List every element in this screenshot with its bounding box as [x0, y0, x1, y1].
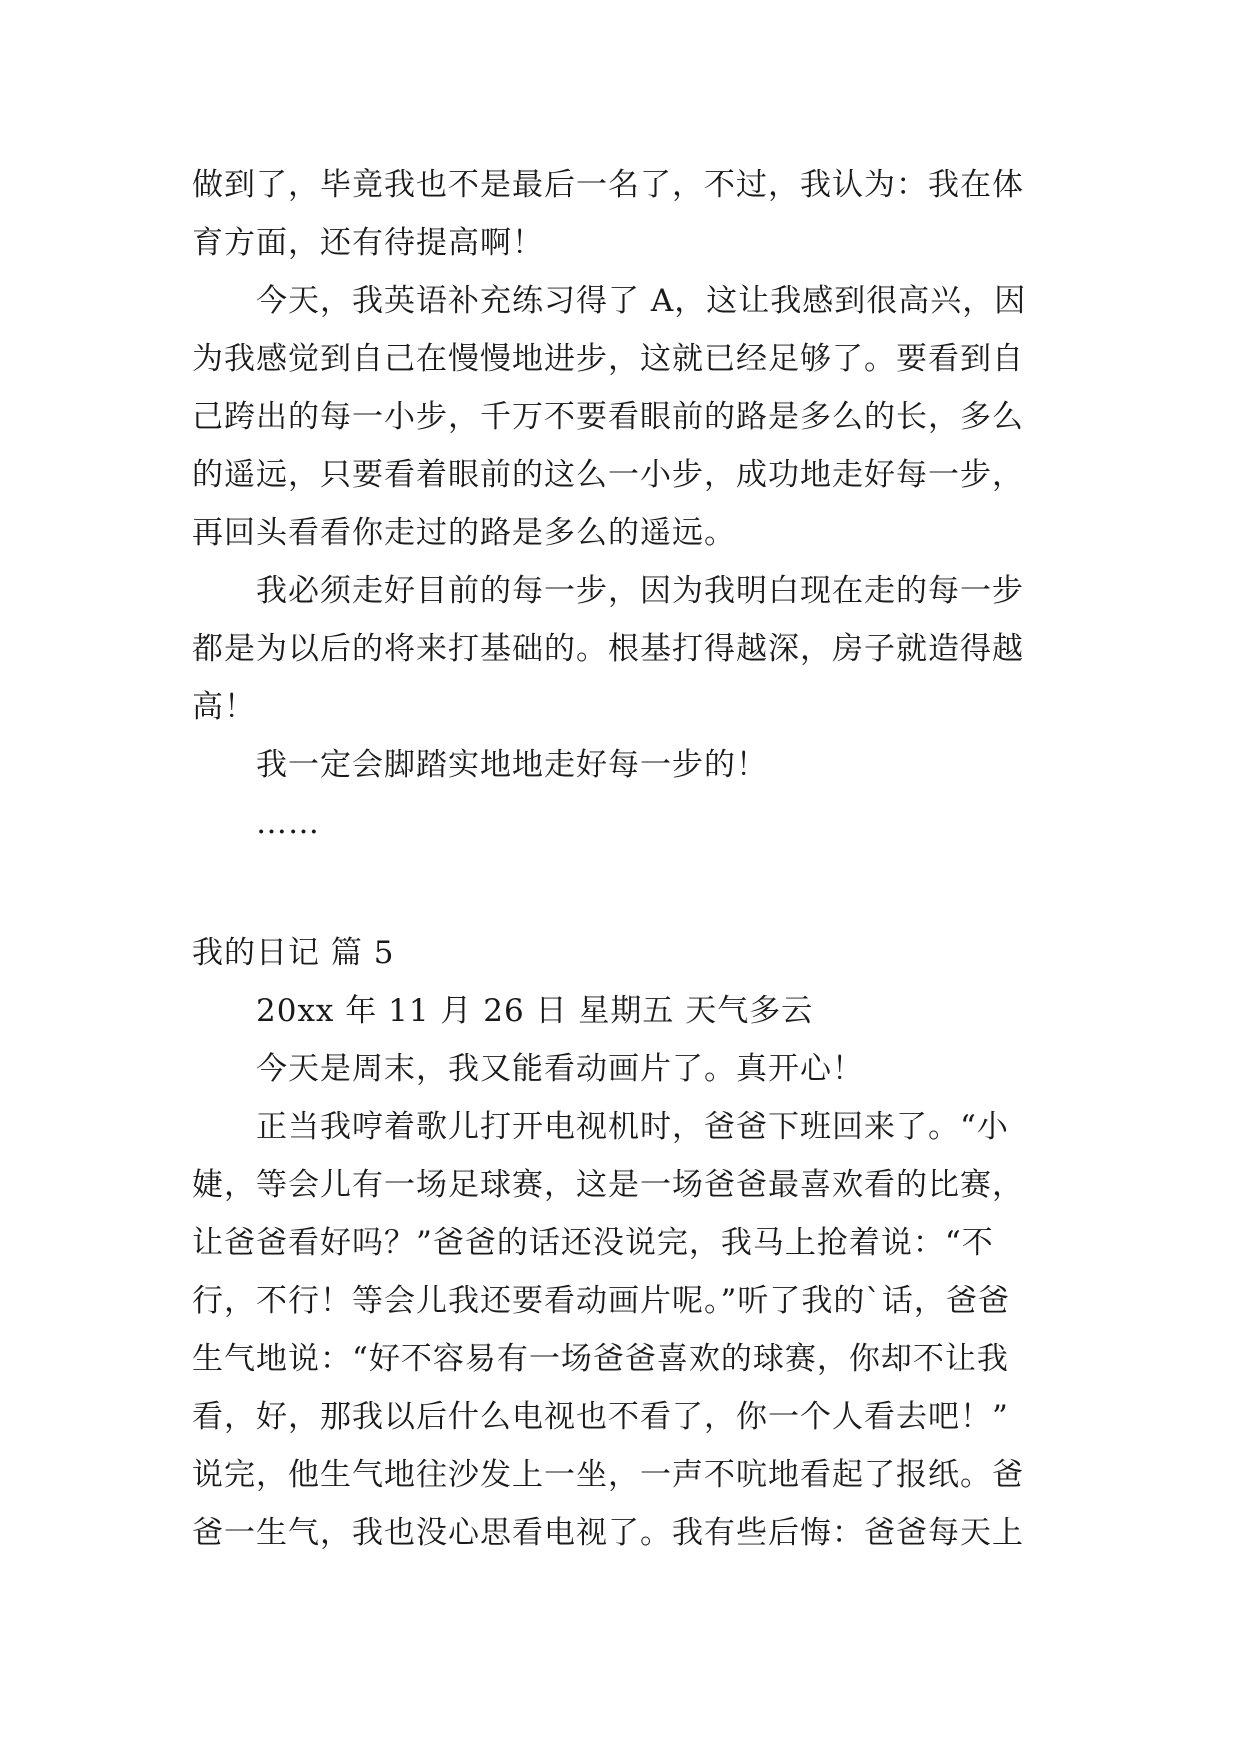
- text-line: 婕，等会儿有一场足球赛，这是一场爸爸最喜欢看的比赛，: [192, 1167, 1024, 1203]
- text-line: 为我感觉到自己在慢慢地进步，这就已经足够了。要看到自: [192, 341, 1024, 377]
- paragraph-every-step: [192, 562, 1052, 736]
- entry-intro: 今天是周末，我又能看动画片了。真开心！: [256, 1051, 864, 1087]
- text-line: 让爸爸看好吗？”爸爸的话还没说完，我马上抢着说：“不: [192, 1225, 994, 1261]
- text-line: 正当我哼着歌儿打开电视机时，爸爸下班回来了。“小: [256, 1109, 1009, 1145]
- entry-date-weather: 20xx 年 11 月 26 日 星期五 天气多云: [256, 993, 814, 1029]
- paragraph-football-match: [192, 1098, 1052, 1562]
- text-line: 生气地说：“好不容易有一场爸爸喜欢的球赛，你却不让我: [192, 1341, 1009, 1377]
- text-line: 看，好，那我以后什么电视也不看了，你一个人看去吧！”: [192, 1399, 1009, 1435]
- paragraph-continuation: [192, 156, 1052, 272]
- text-line: 高！: [192, 689, 256, 725]
- text-line: 我必须走好目前的每一步，因为我明白现在走的每一步: [256, 573, 1024, 609]
- text-line: 己跨出的每一小步，千万不要看眼前的路是多么的长，多么: [192, 399, 1024, 435]
- text-line: 育方面，还有待提高啊！: [192, 225, 544, 261]
- text-line: 都是为以后的将来打基础的。根基打得越深，房子就造得越: [192, 631, 1024, 667]
- paragraph-resolution: [192, 736, 1052, 794]
- text-line: 说完，他生气地往沙发上一坐，一声不吭地看起了报纸。爸: [192, 1457, 1024, 1493]
- diary-entry-5: [192, 924, 1052, 1562]
- text-line: 我一定会脚踏实地地走好每一步的！: [256, 747, 768, 783]
- text-line: 行，不行！等会儿我还要看动画片呢。”听了我的`话，爸爸: [192, 1283, 1010, 1319]
- document-body: [192, 156, 1052, 1562]
- entry-title: 我的日记 篇 5: [192, 935, 395, 971]
- text-line: 今天，我英语补充练习得了 A，这让我感到很高兴，因: [256, 283, 1027, 319]
- paragraph-english-exercise: [192, 272, 1052, 562]
- text-line: 再回头看看你走过的路是多么的遥远。: [192, 515, 736, 551]
- section-gap: [192, 852, 1052, 924]
- ellipsis: ……: [256, 805, 320, 841]
- text-line: 爸一生气，我也没心思看电视了。我有些后悔：爸爸每天上: [192, 1515, 1024, 1551]
- text-line: 做到了，毕竟我也不是最后一名了，不过，我认为：我在体: [192, 167, 1024, 203]
- text-line: 的遥远，只要看着眼前的这么一小步，成功地走好每一步，: [192, 457, 1024, 493]
